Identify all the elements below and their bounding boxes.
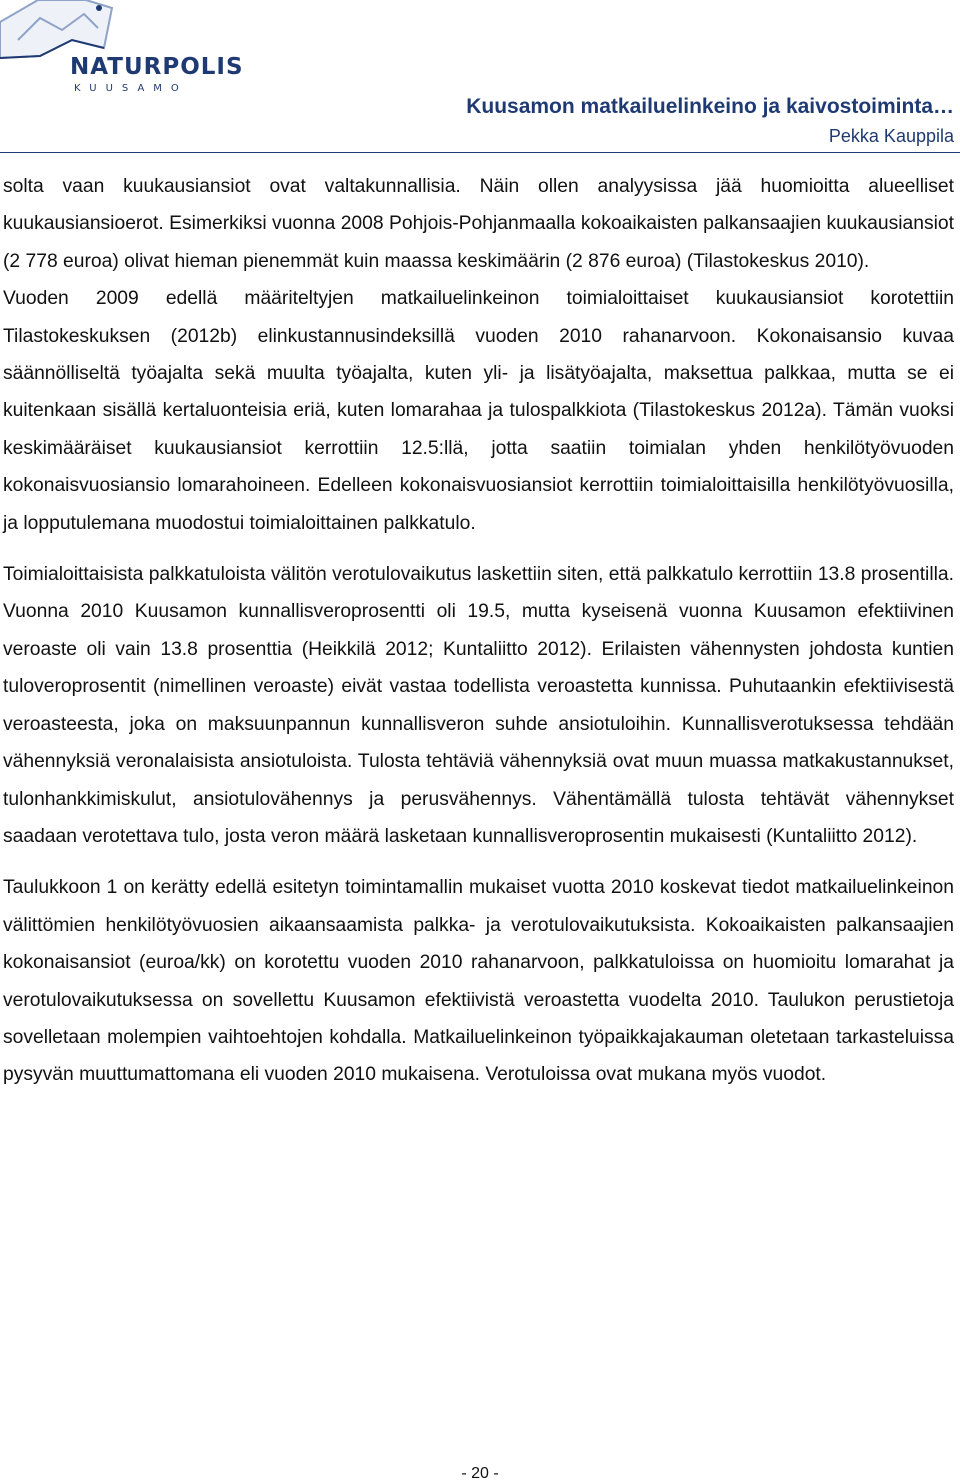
header-author: Pekka Kauppila — [828, 126, 954, 146]
page-number: - 20 - — [461, 1465, 499, 1482]
paragraph: solta vaan kuukausiansiot ovat valtakunnallisia. Näin ollen analyysissa jää huomioitta alueelliset kuukausiansioerot. Esimerkiksi vuonna 2008 Pohjois-Pohjanmaalla kokoaikaisten palkansaajien kuukausiansiot (2 778 euroa) olivat hieman pienemmät kuin maassa keskimäärin (2 876 euroa) (Tilastokeskus 2010). — [3, 176, 954, 272]
header-divider — [0, 152, 960, 153]
paragraph: Toimialoittaisista palkkatuloista välitön verotulovaikutus laskettiin siten, että palkkatulo kerrottiin 13.8 prosentilla. Vuonna 2010 Kuusamon kunnallisveroprosentti oli 19.5, mutta kyseisenä vuonna Kuusamon efektiivinen veroaste oli vain 13.8 prosenttia (Heikkilä 2012; Kuntaliitto 2012). Erilaisten vähennysten johdosta kuntien tuloveroprosentit (nimellinen veroaste) eivät vastaa todellista veroastetta kunnissa. Puhutaankin efektiivisestä veroasteesta, joka on maksuunpannun kunnallisveron suhde ansiotuloihin. Kunnallisverotuksessa tehdään vähennyksiä veronalaisista ansiotuloista. Tulosta tehtäviä vähennyksiä ovat muun muassa matkakustannukset, tulonhankkimiskulut, ansiotulovähennys ja perusvähennys. Vähentämällä tulosta tehtävät vähennykset saadaan verotettava tulo, josta veron määrä lasketaan kunnallisveroprosentin mukaisesti (Kuntaliitto 2012). — [3, 564, 954, 847]
body-text — [3, 168, 954, 1094]
paragraph: Taulukkoon 1 on kerätty edellä esitetyn toimintamallin mukaiset vuotta 2010 koskevat tiedot matkailuelinkeinon välittömien henkilötyövuosien aikaansaamista palkka- ja verotulovaikutuksista. Kokoaikaisten palkansaajien kokonaisansiot (euroa/kk) on korotettu vuoden 2010 rahanarvoon, palkkatuloissa on huomioitu lomarahat ja verotulovaikutuksessa on sovellettu Kuusamon efektiivistä veroastetta vuodelta 2010. Taulukon perustietoja sovelletaan molempien vaihtoehtojen kohdalla. Matkailuelinkeinon työpaikkajakauman oletetaan tarkasteluissa pysyvän muuttumattomana eli vuoden 2010 mukaisena. Verotuloissa ovat mukana myös vuodot. — [3, 877, 954, 1086]
logo-name: NATURPOLIS — [70, 54, 244, 80]
naturpolis-logo — [0, 0, 244, 112]
paragraph: Vuoden 2009 edellä määriteltyjen matkailuelinkeinon toimialoittaiset kuukausiansiot korotettiin Tilastokeskuksen (2012b) elinkustannusindeksillä vuoden 2010 rahanarvoon. Kokonaisansio kuvaa säännölliseltä työajalta sekä muulta työajalta, kuten yli- ja lisätyöajalta, maksettua palkkaa, mutta se ei kuitenkaan sisällä kertaluonteisia eriä, kuten lomarahaa ja tulospalkkiota (Tilastokeskus 2012a). Tämän vuoksi keskimääräiset kuukausiansiot kerrottiin 12.5:llä, jotta saatiin toimialan yhden henkilötyövuoden kokonaisvuosiansio lomarahoineen. Edelleen kokonaisvuosiansiot kerrottiin toimialoittaisilla henkilötyövuosilla, ja lopputulemana muodostui toimialoittainen palkkatulo. — [3, 288, 954, 534]
header-title: Kuusamon matkailuelinkeino ja kaivostoiminta… — [466, 95, 954, 118]
logo-subtitle: KUUSAMO — [74, 83, 188, 94]
